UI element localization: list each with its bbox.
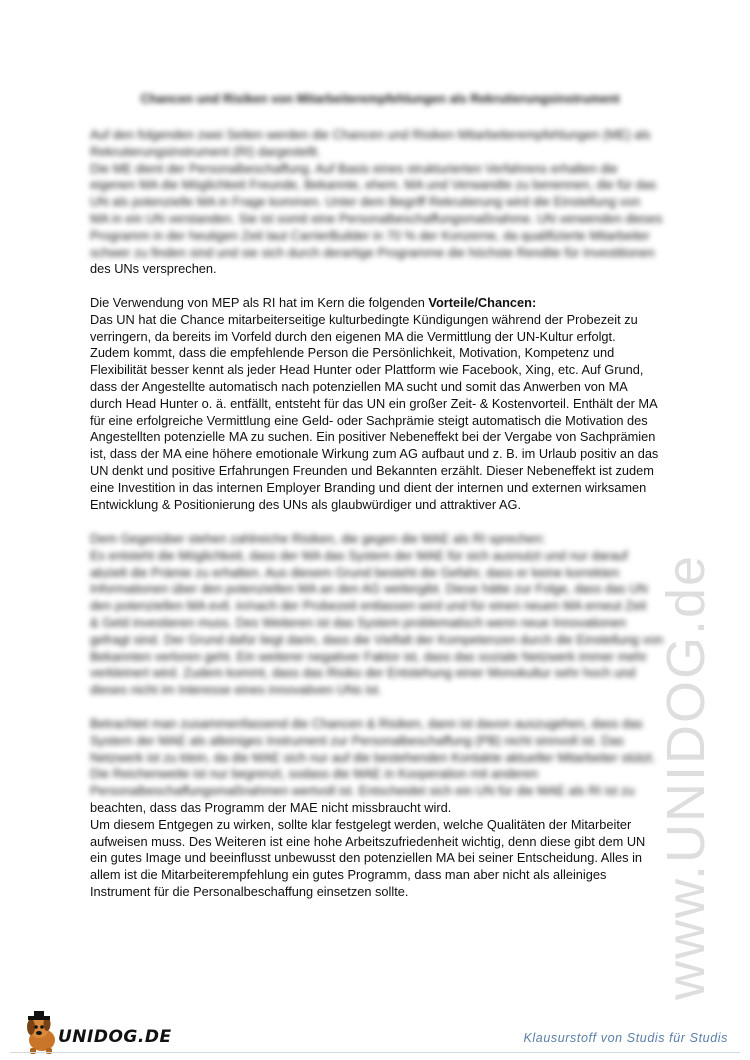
advantages-line: Zudem kommt, dass die empfehlende Person die Persönlichkeit, Motivation, Kompetenz und — [90, 345, 615, 361]
footer-divider — [10, 1052, 740, 1053]
conclusion-lines — [90, 800, 670, 901]
advantages-line: durch Head Hunter o. ä. entfällt, entsteht für das UN ein großer Zeit- & Kostenvorteil. Enthält der MA — [90, 395, 658, 411]
advantages-heading-text: Die Verwendung von MEP als RI hat im Kern die folgenden — [90, 295, 429, 310]
advantages-paragraph — [90, 295, 670, 513]
risks-line: Dem Gegenüber stehen zahlreiche Risiken, die gegen die MAE als RI sprechen: — [90, 531, 546, 546]
conclusion-paragraph — [90, 716, 670, 901]
unidog-logo[interactable] — [22, 1010, 172, 1056]
intro-end-line: des UNs versprechen. — [90, 261, 217, 277]
intro-line: schwer zu finden sind und sie sich durch derartige Programme die höchste Rendite für Investitionen — [90, 244, 655, 260]
conclusion-line: aufweisen muss. Des Weiteren ist eine hohe Arbeitszufriedenheit wichtig, denn diese gibt dem UN — [90, 833, 646, 849]
conclusion-blurred-line: Netzwerk ist zu klein, da die MAE sich nur auf die bestehenden Kontakte aktueller Mitarbeiter stützt. — [90, 749, 656, 765]
advantages-heading — [90, 295, 670, 312]
risks-line: den potenziellen MA evtl. in/nach der Probezeit entlassen wird und für einen neuen MA erneut Zeit — [90, 598, 647, 614]
intro-line: MA in ein UN verstanden. Sie ist somit eine Personalbeschaffungsmaßnahme. UN verwenden dieses — [90, 210, 663, 226]
advantages-line: Angestellten potenzielle MA zu suchen. Ein positiver Nebeneffekt bei der Vergabe von Sachprämien — [90, 429, 656, 445]
footer-tagline: Klausurstoff von Studis für Studis — [523, 1031, 728, 1045]
risks-line: & Geld investieren muss. Des Weiteren ist das System problematisch wenn neue Innovationen — [90, 614, 627, 630]
advantages-line: Entwicklung & Positionierung des UNs als glaubwürdiger und attraktiver AG. — [90, 496, 522, 512]
risks-line: gefragt sind. Der Grund dafür liegt darin, dass die Vielfalt der Kompetenzen durch die Einstellung von — [90, 631, 664, 647]
advantages-line: Flexibilität besser kennt als jeder Head Hunter oder Plattform wie Facebook, Xing, etc. Auf Grund, — [90, 362, 644, 378]
conclusion-line: beachten, dass das Programm der MAE nicht missbraucht wird. — [90, 799, 452, 815]
advantages-lines — [90, 312, 670, 514]
risks-line: Informationen über den potenziellen MA an den AG weitergibt. Diese hätte zur Folge, dass das UN — [90, 581, 648, 597]
advantages-heading-bold: Vorteile/Chancen: — [428, 295, 537, 310]
risks-line: dieses nicht im Interesse eines innovativen UNs ist. — [90, 682, 382, 698]
advantages-line: verringern, da bereits im Vorfeld durch den eigenen MA die Vermittlung der UN-Kultur erfolgt. — [90, 328, 616, 344]
intro-line: Rekrutierungsinstrument (RI) dargestellt. — [90, 143, 321, 159]
conclusion-blurred-line: Die Reichenweite ist nur begrenzt, sodass die MAE in Kooperation mit anderen — [90, 766, 539, 782]
risks-line: Es entsteht die Möglichkeit, dass der MA das System der MAE für sich ausnutzt und nur darauf — [90, 547, 628, 563]
intro-blurred-lines — [90, 127, 670, 261]
conclusion-blurred-lines — [90, 716, 670, 800]
risks-line: abzielt die Prämie zu erhalten. Aus diesem Grund besteht die Gefahr, dass er keine korrekten — [90, 564, 620, 580]
document-title: Chancen und Risiken von Mitarbeiterempfehlungen als Rekrutierungsinstrument — [140, 92, 620, 106]
advantages-line: ist, dass der MA eine höhere emotionale Wirkung zum AG aufbaut und z. B. im Urlaub positiv an das — [90, 446, 659, 462]
conclusion-line: Um diesem Entgegen zu wirken, sollte klar festgelegt werden, welche Qualitäten der Mitarbeiter — [90, 816, 632, 832]
intro-line: Programm in der heutigen Zeit laut CarrierBuilder in 70 % der Konzerne, da qualifizierte Mitarbeiter — [90, 227, 650, 243]
conclusion-line: allem ist die Mitarbeiterempfehlung ein gutes Programm, dass man aber nicht als alleiniges — [90, 867, 607, 883]
intro-paragraph — [90, 127, 670, 278]
intro-line: eigenen MA die Möglichkeit Freunde, Bekannte, ehem. MA und Verwandte zu benennen, die für das — [90, 177, 657, 193]
intro-line: Die ME dient der Personalbeschaffung. Auf Basis eines strukturierten Verfahrens erhalten die — [90, 160, 618, 176]
risks-line: Bekannten verloren geht. Ein weiterer negativer Faktor ist, dass das soziale Netzwerk immer mehr — [90, 648, 647, 664]
conclusion-blurred-line: System der MAE als alleiniges Instrument zur Personalbeschaffung (PB) nicht sinnvoll ist. Das — [90, 732, 624, 748]
conclusion-line: Instrument für die Personalbeschaffung einsetzen sollte. — [90, 883, 409, 899]
advantages-line: eine Investition in das internen Employer Branding und dient der internen und externen wirksamen — [90, 479, 647, 495]
conclusion-line: ein gutes Image und beeinflusst unbewusst den potenziellen MA bei seiner Entscheidung. Alles in — [90, 850, 643, 866]
advantages-line: Das UN hat die Chance mitarbeiterseitige kulturbedingte Kündigungen während der Probezeit zu — [90, 311, 638, 327]
risks-paragraph — [90, 531, 670, 699]
watermark: www.UNIDOG.de — [656, 553, 716, 1000]
conclusion-blurred-line: Betrachtet man zusammenfassend die Chancen & Risiken, dann ist davon auszugehen, dass das — [90, 716, 643, 731]
intro-line: UN als potenzielle MA in Frage kommen. Unter dem Begriff Rekrutierung wird die Einstellung von — [90, 194, 641, 210]
advantages-line: für eine erfolgreiche Vermittlung eine Geld- oder Sachprämie steigt automatisch die Motivation des — [90, 412, 648, 428]
advantages-line: UN denkt und positive Erfahrungen Freunden und Bekannten erzählt. Dieser Nebeneffekt ist zudem — [90, 462, 654, 478]
advantages-line: dass der Angestellte automatisch nach potenziellen MA sucht und somit das Anwerben von MA — [90, 378, 628, 394]
risks-line: verkleinert wird. Zudem kommt, dass das Risiko der Entstehung einer Monokultur sehr hoch und — [90, 665, 636, 681]
intro-line: Auf den folgenden zwei Seiten werden die Chancen und Risiken Mitarbeiterempfehlungen (ME) als — [90, 127, 651, 142]
logo-text: UNIDOG.DE — [58, 1027, 172, 1047]
conclusion-blurred-line: Personalbeschaffungsmaßnahmen wertvoll ist. Entscheidet sich ein UN für die MAE als RI ist zu — [90, 783, 635, 799]
